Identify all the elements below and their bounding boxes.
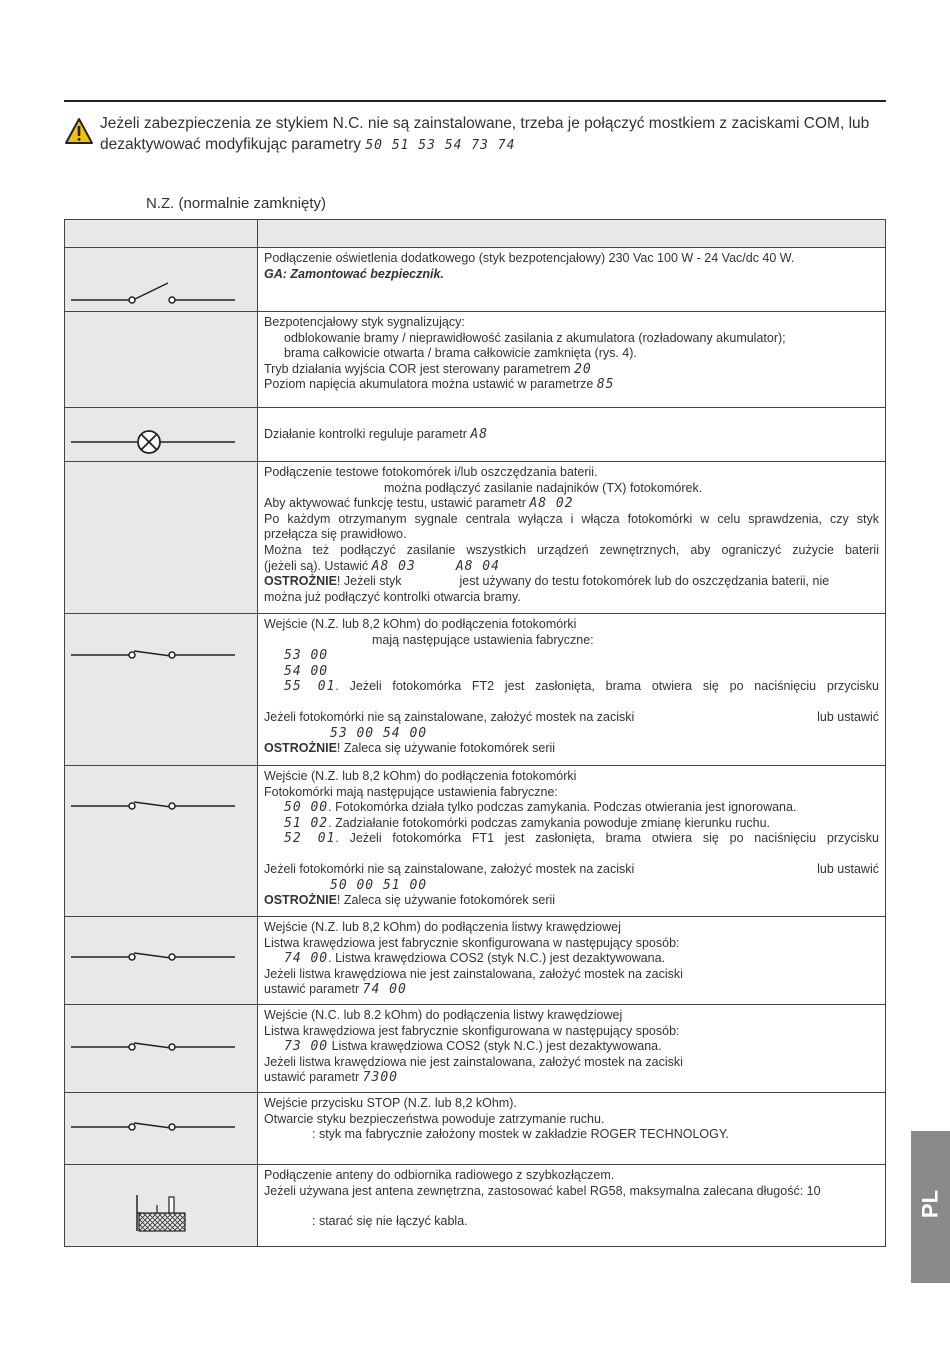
lamp-symbol	[65, 408, 257, 462]
table-row: Bezpotencjałowy styk sygnalizujący: odblokowanie bramy / nieprawidłowość zasilania z akumulatora (rozładowany akumulator); brama całkowicie otwarta / brama całkowicie zamknięta (rys. 4). Tryb działania wyjścia COR jest sterowany parametrem 20 Poziom napięcia akumulatora można ustawić w parametrze 85	[65, 312, 886, 408]
header-cell-symbol	[65, 220, 258, 248]
top-rule	[64, 100, 886, 102]
antenna-symbol	[65, 1165, 257, 1247]
nc-contact-symbol	[65, 1093, 257, 1165]
nc-contact-symbol	[65, 917, 257, 1005]
no-contact-symbol	[65, 248, 257, 312]
nc-contact-symbol	[65, 614, 257, 694]
table-row: Wejście (N.Z. lub 8,2 kOhm) do podłączenia fotokomórki Fotokomórki mają następujące ustawienia fabryczne: 50 00. Fotokomórka działa tylko podczas zamykania. Podczas otwierania jest ignorowana. 51 02. Zadziałanie fotokomórki podczas zamykania powoduje zmianę kierunku ruchu. 52 01. Jeżeli fotokomórka FT1 jest zasłonięta, brama otwiera się po naciśnięciu przycisku Jeżeli fotokomórki nie są zainstalowane, założyć mostek na zaciski lub ustawić 50 00 51 00 OSTROŻNIE! Zaleca się używanie fotokomórek serii	[65, 766, 886, 917]
table-row: Wejście (N.Z. lub 8,2 kOhm) do podłączenia fotokomórki mają następujące ustawienia fabryczne: 53 00 54 00 55 01. Jeżeli fotokomórka FT2 jest zasłonięta, brama otwiera się po naciśnięciu przycisku Jeżeli fotokomórki nie są zainstalowane, założyć mostek na zaciski lub ustawić 53 00 54 00 OSTROŻNIE! Zaleca się używanie fotokomórek serii	[65, 614, 886, 766]
warning-text: Jeżeli zabezpieczenia ze stykiem N.C. nie są zainstalowane, trzeba je połączyć mostkiem z zaciskami COM, lub dezaktywować modyfikując parametry 50 51 53 54 73 74	[100, 115, 870, 153]
language-tab-label: PL	[917, 1189, 943, 1219]
warning-codes: 50 51 53 54 73 74	[365, 138, 516, 153]
terminal-table	[64, 219, 886, 1247]
table-row: Wejście (N.C. lub 8.2 kOhm) do podłączenia listwy krawędziowej Listwa krawędziowa jest fabrycznie skonfigurowana w następujący sposób: 73 00 Listwa krawędziowa COS2 (styk N.C.) jest dezaktywowana. Jeżeli listwa krawędziowa nie jest zainstalowana, założyć mostek na zaciski ustawić parametr 7300	[65, 1005, 886, 1093]
table-row: Podłączenie anteny do odbiornika radiowego z szybkozłączem. Jeżeli używana jest antena zewnętrzna, zastosować kabel RG58, maksymalna zalecana długość: 10 : starać się nie łączyć kabla.	[65, 1165, 886, 1247]
table-header-row	[65, 220, 886, 248]
language-tab	[911, 1131, 950, 1283]
table-row: Podłączenie testowe fotokomórek i/lub oszczędzania baterii. można podłączyć zasilanie nadajników (TX) fotokomórek. Aby aktywować funkcję testu, ustawić parametr A8 02 Po każdym otrzymanym sygnale centrala wyłącza i włącza fotokomórki w celu sprawdzenia, czy styk przełącza się prawidłowo. Można też podłączyć zasilanie wszystkich urządzeń zewnętrznych, aby ograniczyć zużycie baterii (jeżeli są). Ustawić A8 03 A8 04 OSTROŻNIE! Jeżeli styk jest używany do testu fotokomórek lub do oszczędzania baterii, nie można już podłączyć kontrolki otwarcia bramy.	[65, 462, 886, 614]
warning-icon	[64, 117, 94, 145]
table-row: Wejście (N.Z. lub 8,2 kOhm) do podłączenia listwy krawędziowej Listwa krawędziowa jest fabrycznie skonfigurowana w następujący sposób: 74 00. Listwa krawędziowa COS2 (styk N.C.) jest dezaktywowana. Jeżeli listwa krawędziowa nie jest zainstalowana, założyć mostek na zaciski ustawić parametr 74 00	[65, 917, 886, 1005]
table-row: Działanie kontrolki reguluje parametr A8	[65, 408, 886, 462]
table-row: Wejście przycisku STOP (N.Z. lub 8,2 kOhm). Otwarcie styku bezpieczeństwa powoduje zatrzymanie ruchu. : styk ma fabrycznie założony mostek w zakładzie ROGER TECHNOLOGY.	[65, 1093, 886, 1165]
nc-contact-symbol	[65, 1005, 257, 1093]
header-cell-description	[258, 220, 886, 248]
legend-nz: N.Z. (normalnie zamknięty)	[146, 195, 327, 212]
nc-contact-symbol	[65, 766, 257, 846]
table-row: Podłączenie oświetlenia dodatkowego (styk bezpotencjałowy) 230 Vac 100 W - 24 Vac/dc 40 W. GA: Zamontować bezpiecznik.	[65, 248, 886, 312]
